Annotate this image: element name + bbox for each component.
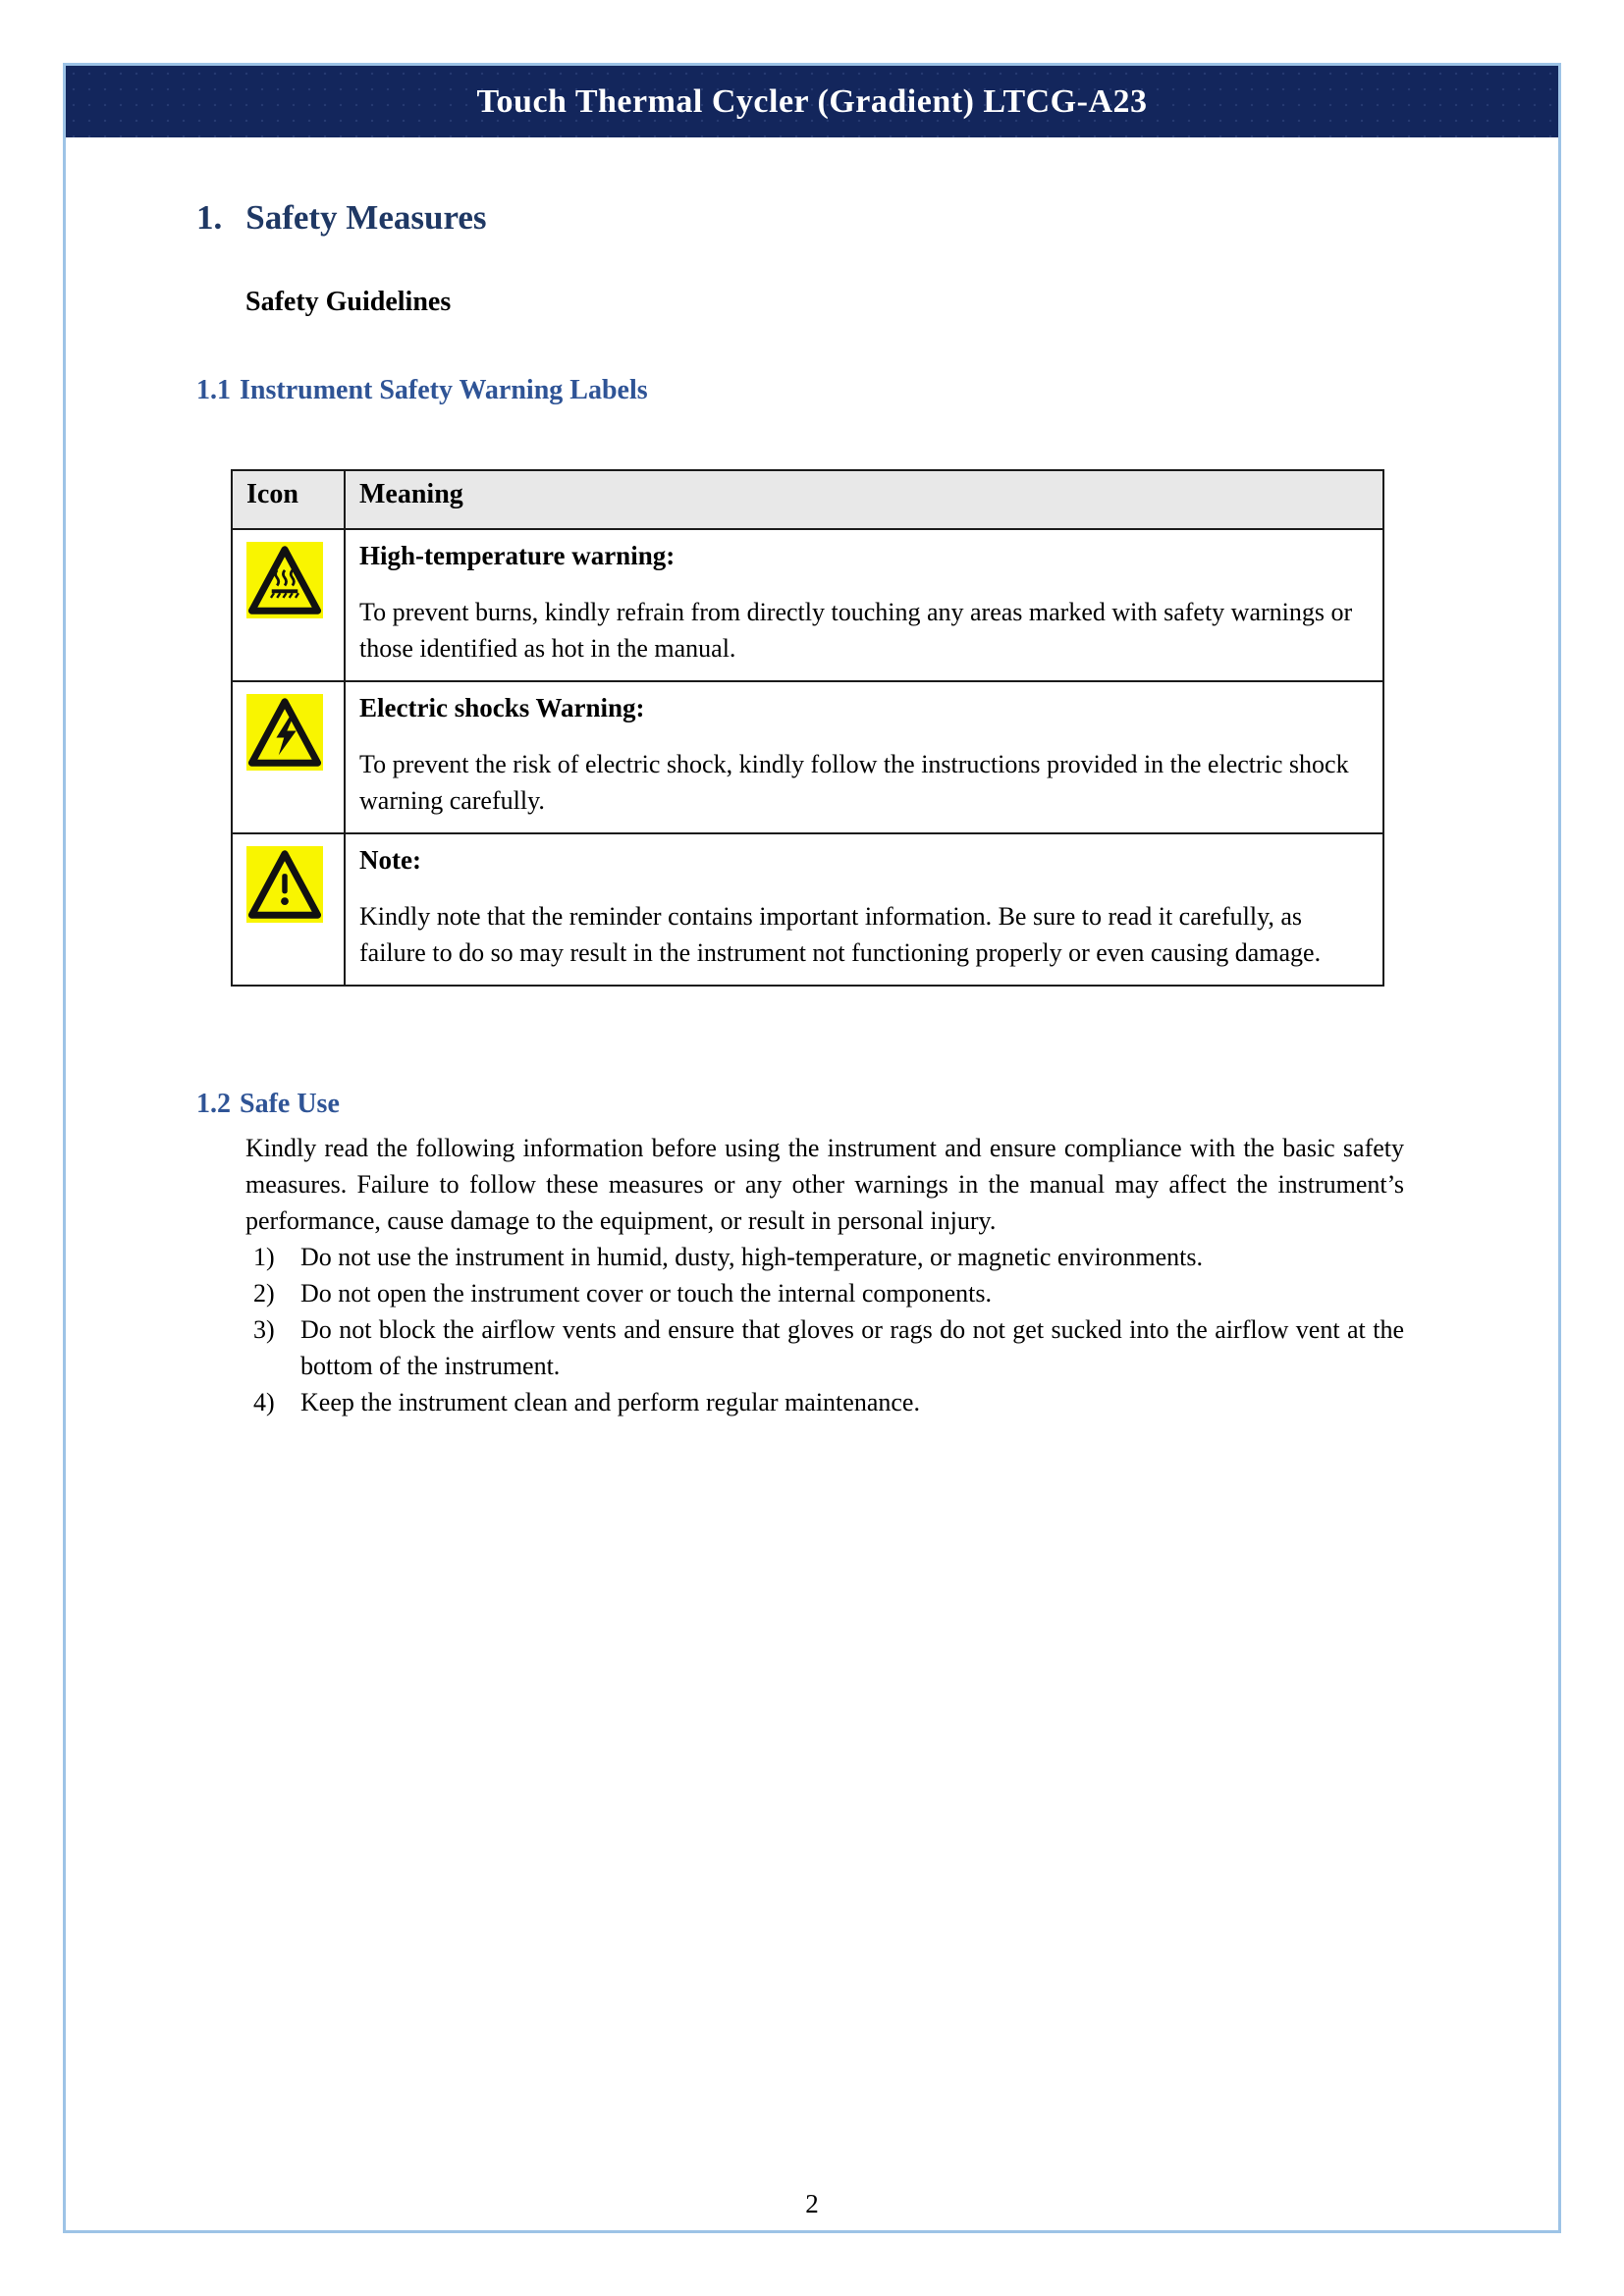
list-item-marker: 3) — [253, 1315, 275, 1344]
section-1-1-heading — [196, 375, 1411, 406]
section-1-2-heading — [196, 1089, 1411, 1120]
list-item-marker: 1) — [253, 1243, 275, 1271]
meaning-cell — [345, 833, 1383, 986]
section-1-2-number: 1.2 — [196, 1089, 231, 1119]
meaning-cell — [345, 529, 1383, 681]
list-item — [253, 1311, 1404, 1384]
warning-body: To prevent burns, kindly refrain from directly touching any areas marked with safety warnings or those identified as hot in the manual. — [359, 598, 1353, 663]
content — [66, 198, 1558, 1420]
warning-heading: High-temperature warning: — [359, 541, 676, 570]
table-header-meaning: Meaning — [345, 470, 1383, 529]
section-1-number: 1. — [196, 198, 223, 237]
icon-cell — [232, 529, 345, 681]
list-item-text: Do not open the instrument cover or touch the internal components. — [300, 1279, 992, 1308]
list-item-marker: 4) — [253, 1388, 275, 1416]
section-1-heading — [196, 198, 1411, 238]
document-title: Touch Thermal Cycler (Gradient) LTCG-A23 — [476, 82, 1148, 120]
table-row-electric-shock — [232, 681, 1383, 833]
section-1-title: Safety Measures — [245, 198, 487, 237]
list-item — [253, 1384, 1404, 1420]
list-item-text: Do not block the airflow vents and ensure that gloves or rags do not get sucked into the airflow vent at the bottom of the instrument. — [300, 1315, 1404, 1380]
icon-cell — [232, 833, 345, 986]
list-item-text: Do not use the instrument in humid, dusty, high-temperature, or magnetic environments. — [300, 1243, 1203, 1271]
list-item-marker: 2) — [253, 1279, 275, 1308]
table-row-note — [232, 833, 1383, 986]
page-frame — [63, 63, 1561, 2233]
warning-body: Kindly note that the reminder contains important information. Be sure to read it carefully, as failure to do so may result in the instrument not functioning properly or even causing damage. — [359, 902, 1322, 967]
safety-guidelines-label: Safety Guidelines — [245, 287, 452, 317]
warning-heading: Note: — [359, 845, 421, 875]
document-header — [66, 66, 1558, 137]
list-item-text: Keep the instrument clean and perform regular maintenance. — [300, 1388, 920, 1416]
list-item — [253, 1239, 1404, 1275]
note-warning-icon — [246, 846, 323, 923]
meaning-cell — [345, 681, 1383, 833]
safe-use-intro: Kindly read the following information before using the instrument and ensure compliance with the basic safety measures. Failure to follow these measures or any other warnings in the manual may affect the instrument’s performance, cause damage to the equipment, or result in personal injury. — [245, 1134, 1404, 1235]
safe-use-list — [196, 1239, 1411, 1420]
warning-labels-table — [231, 469, 1384, 987]
section-1-1-number: 1.1 — [196, 375, 231, 405]
high-temperature-warning-icon — [246, 542, 323, 618]
table-header-row — [232, 470, 1383, 529]
icon-cell — [232, 681, 345, 833]
warning-body: To prevent the risk of electric shock, kindly follow the instructions provided in the electric shock warning carefully. — [359, 750, 1349, 815]
list-item — [253, 1275, 1404, 1311]
section-1-2-title: Safe Use — [240, 1089, 340, 1119]
electric-shock-warning-icon — [246, 694, 323, 771]
table-header-icon: Icon — [232, 470, 345, 529]
page-number: 2 — [805, 2189, 819, 2218]
table-row-high-temperature — [232, 529, 1383, 681]
warning-heading: Electric shocks Warning: — [359, 693, 645, 722]
section-1-1-title: Instrument Safety Warning Labels — [240, 375, 648, 405]
